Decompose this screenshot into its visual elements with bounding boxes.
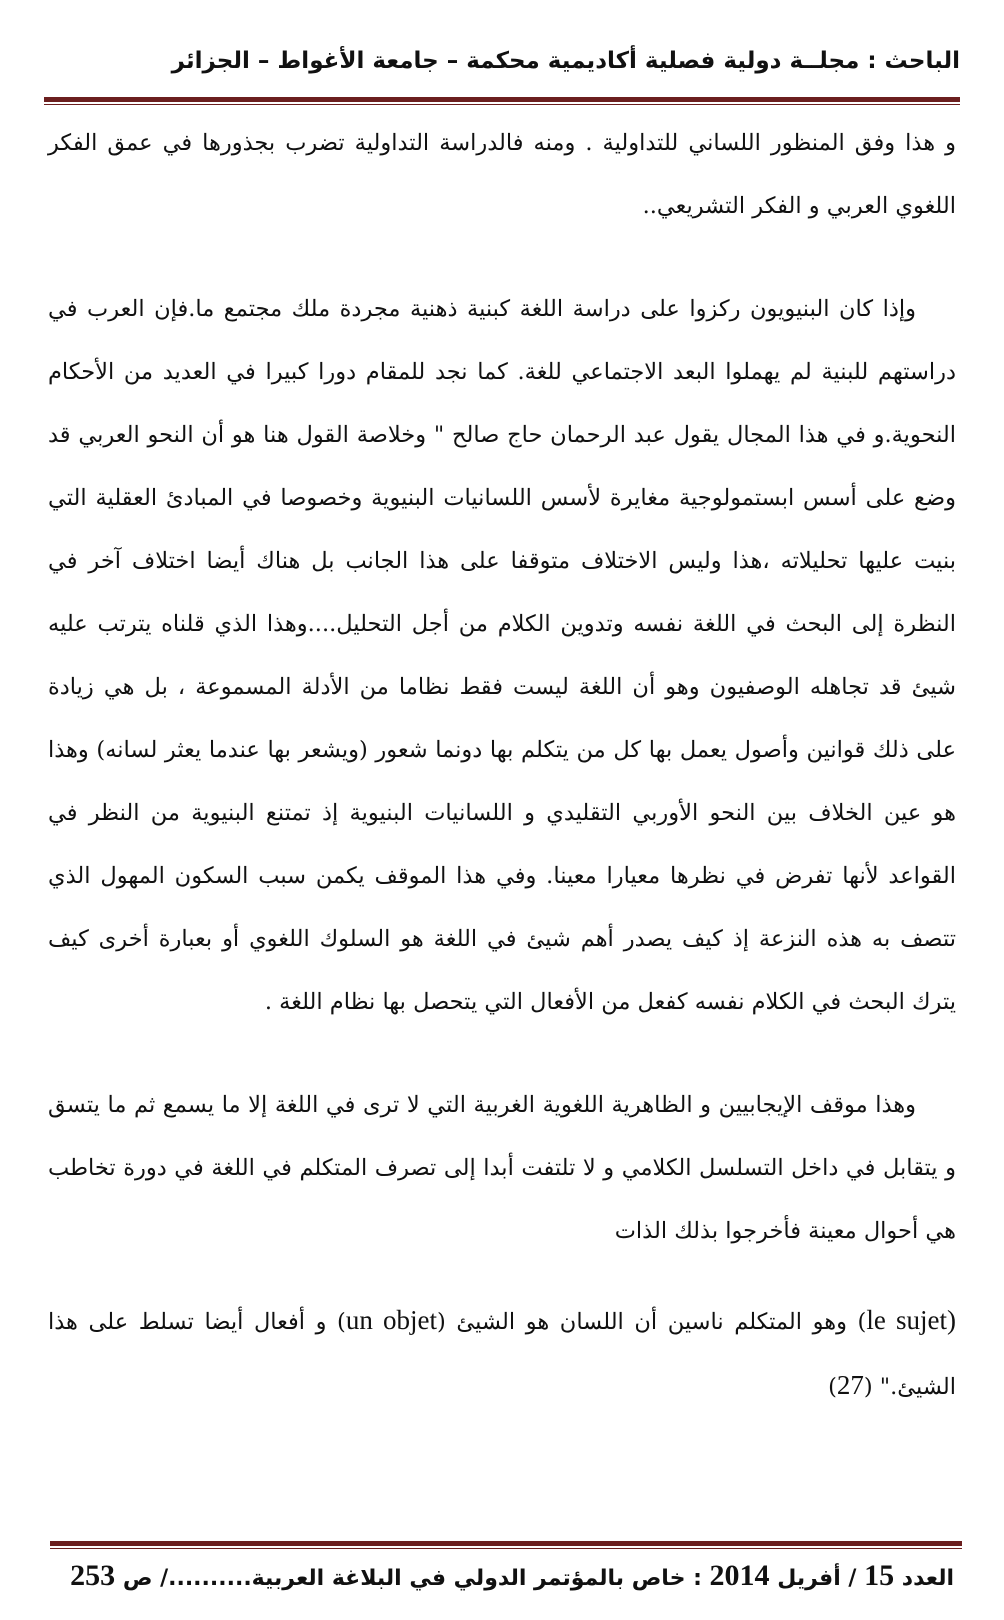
running-header: الباحث : مجلــة دولية فصلية أكاديمية محكمة – جامعة الأغواط – الجزائر xyxy=(171,48,960,74)
paragraph-4-text-c: ) xyxy=(828,1374,837,1400)
paragraph-1: و هذا وفق المنظور اللساني للتداولية . ومنه فالدراسة التداولية تضرب بجذورها في عمق الفكر اللغوي العربي و الفكر التشريعي.. xyxy=(48,130,956,219)
header-rule-thin xyxy=(44,104,960,105)
issue-month: أفريل xyxy=(777,1566,841,1591)
page-number: 253 xyxy=(70,1559,116,1592)
footer-rule-thick xyxy=(50,1541,962,1546)
issue-label: العدد xyxy=(901,1566,954,1591)
page-label: / ص xyxy=(115,1566,169,1591)
paragraph-3-text: وهذا موقف الإيجابيين و الظاهرية اللغوية الغربية التي لا ترى في اللغة إلا ما يسمع ثم ما يتسق و يتقابل في داخل التسلسل الكلامي و لا تلتفت أبدا إلى تصرف المتكلم في اللغة في دورة تخاطب هي أحوال معينة فأخرجوا بذلك الذات xyxy=(48,1092,956,1244)
running-footer xyxy=(60,1556,954,1599)
paragraph-4-text-a: ) وهو المتكلم ناسين أن اللسان هو الشيئ ( xyxy=(437,1309,867,1335)
latin-term-un-objet: un objet xyxy=(345,1305,438,1335)
paragraph-2-text: وإذا كان البنيويون ركزوا على دراسة اللغة كبنية ذهنية مجردة ملك مجتمع ما.فإن العرب في دراستهم للبنية لم يهملوا البعد الاجتماعي للغة. كما نجد للمقام دورا كبيرا في العديد من الأحكام النحوية.و في هذا المجال يقول عبد الرحمان حاج صالح " وخلاصة القول هنا هو أن النحو العربي قد وضع على أسس ابستمولوجية مغايرة لأسس اللسانيات البنيوية وخصوصا في المبادئ العقلية التي بنيت عليها تحليلاته ،هذا وليس الاختلاف متوقفا على هذا الجانب بل هناك أيضا اختلاف آخر في النظرة إلى البحث في اللغة نفسه وتدوين الكلام من أجل التحليل....وهذا الذي قلناه يترتب عليه شيئ قد تجاهله الوصفيون وهو أن اللغة ليست فقط نظاما من الأدلة المسموعة ، بل هي زيادة على ذلك قوانين وأصول يعمل بها كل من يتكلم بها دونما شعور (ويشعر بها عندما يعثر لسانه) وهذا هو عين الخلاف بين النحو الأوربي التقليدي و اللسانيات البنيوية إذ تمتنع البنيوية من النظر في القواعد لأنها تفرض في نظرها معيارا معينا. وفي هذا الموقف يكمن سبب السكون المهول الذي تتصف به هذه النزعة إذ كيف يصدر أهم شيئ في اللغة هو السلوك اللغوي أو بعبارة أخرى كيف يترك البحث في الكلام نفسه كفعل من الأفعال التي يتحصل بها نظام اللغة . xyxy=(48,296,956,1015)
paragraph-4-text-b: ) و أفعال أيضا تسلط على هذا الشيئ." ( xyxy=(48,1309,956,1400)
paragraph-4 xyxy=(48,1289,956,1419)
issue-year: 2014 xyxy=(709,1559,770,1592)
footer-separator: / xyxy=(840,1566,865,1591)
footnote-reference: 27 xyxy=(836,1370,864,1400)
header-rule-thick xyxy=(44,97,960,102)
latin-term-le-sujet: (le sujet xyxy=(866,1305,956,1335)
footer-rule-thin xyxy=(50,1548,962,1549)
issue-topic: : خاص بالمؤتمر الدولي في البلاغة العربية.......... xyxy=(168,1566,710,1591)
issue-number: 15 xyxy=(864,1559,895,1592)
paragraph-2 xyxy=(48,278,956,1034)
paragraph-3 xyxy=(48,1074,956,1263)
article-body xyxy=(48,112,956,1419)
